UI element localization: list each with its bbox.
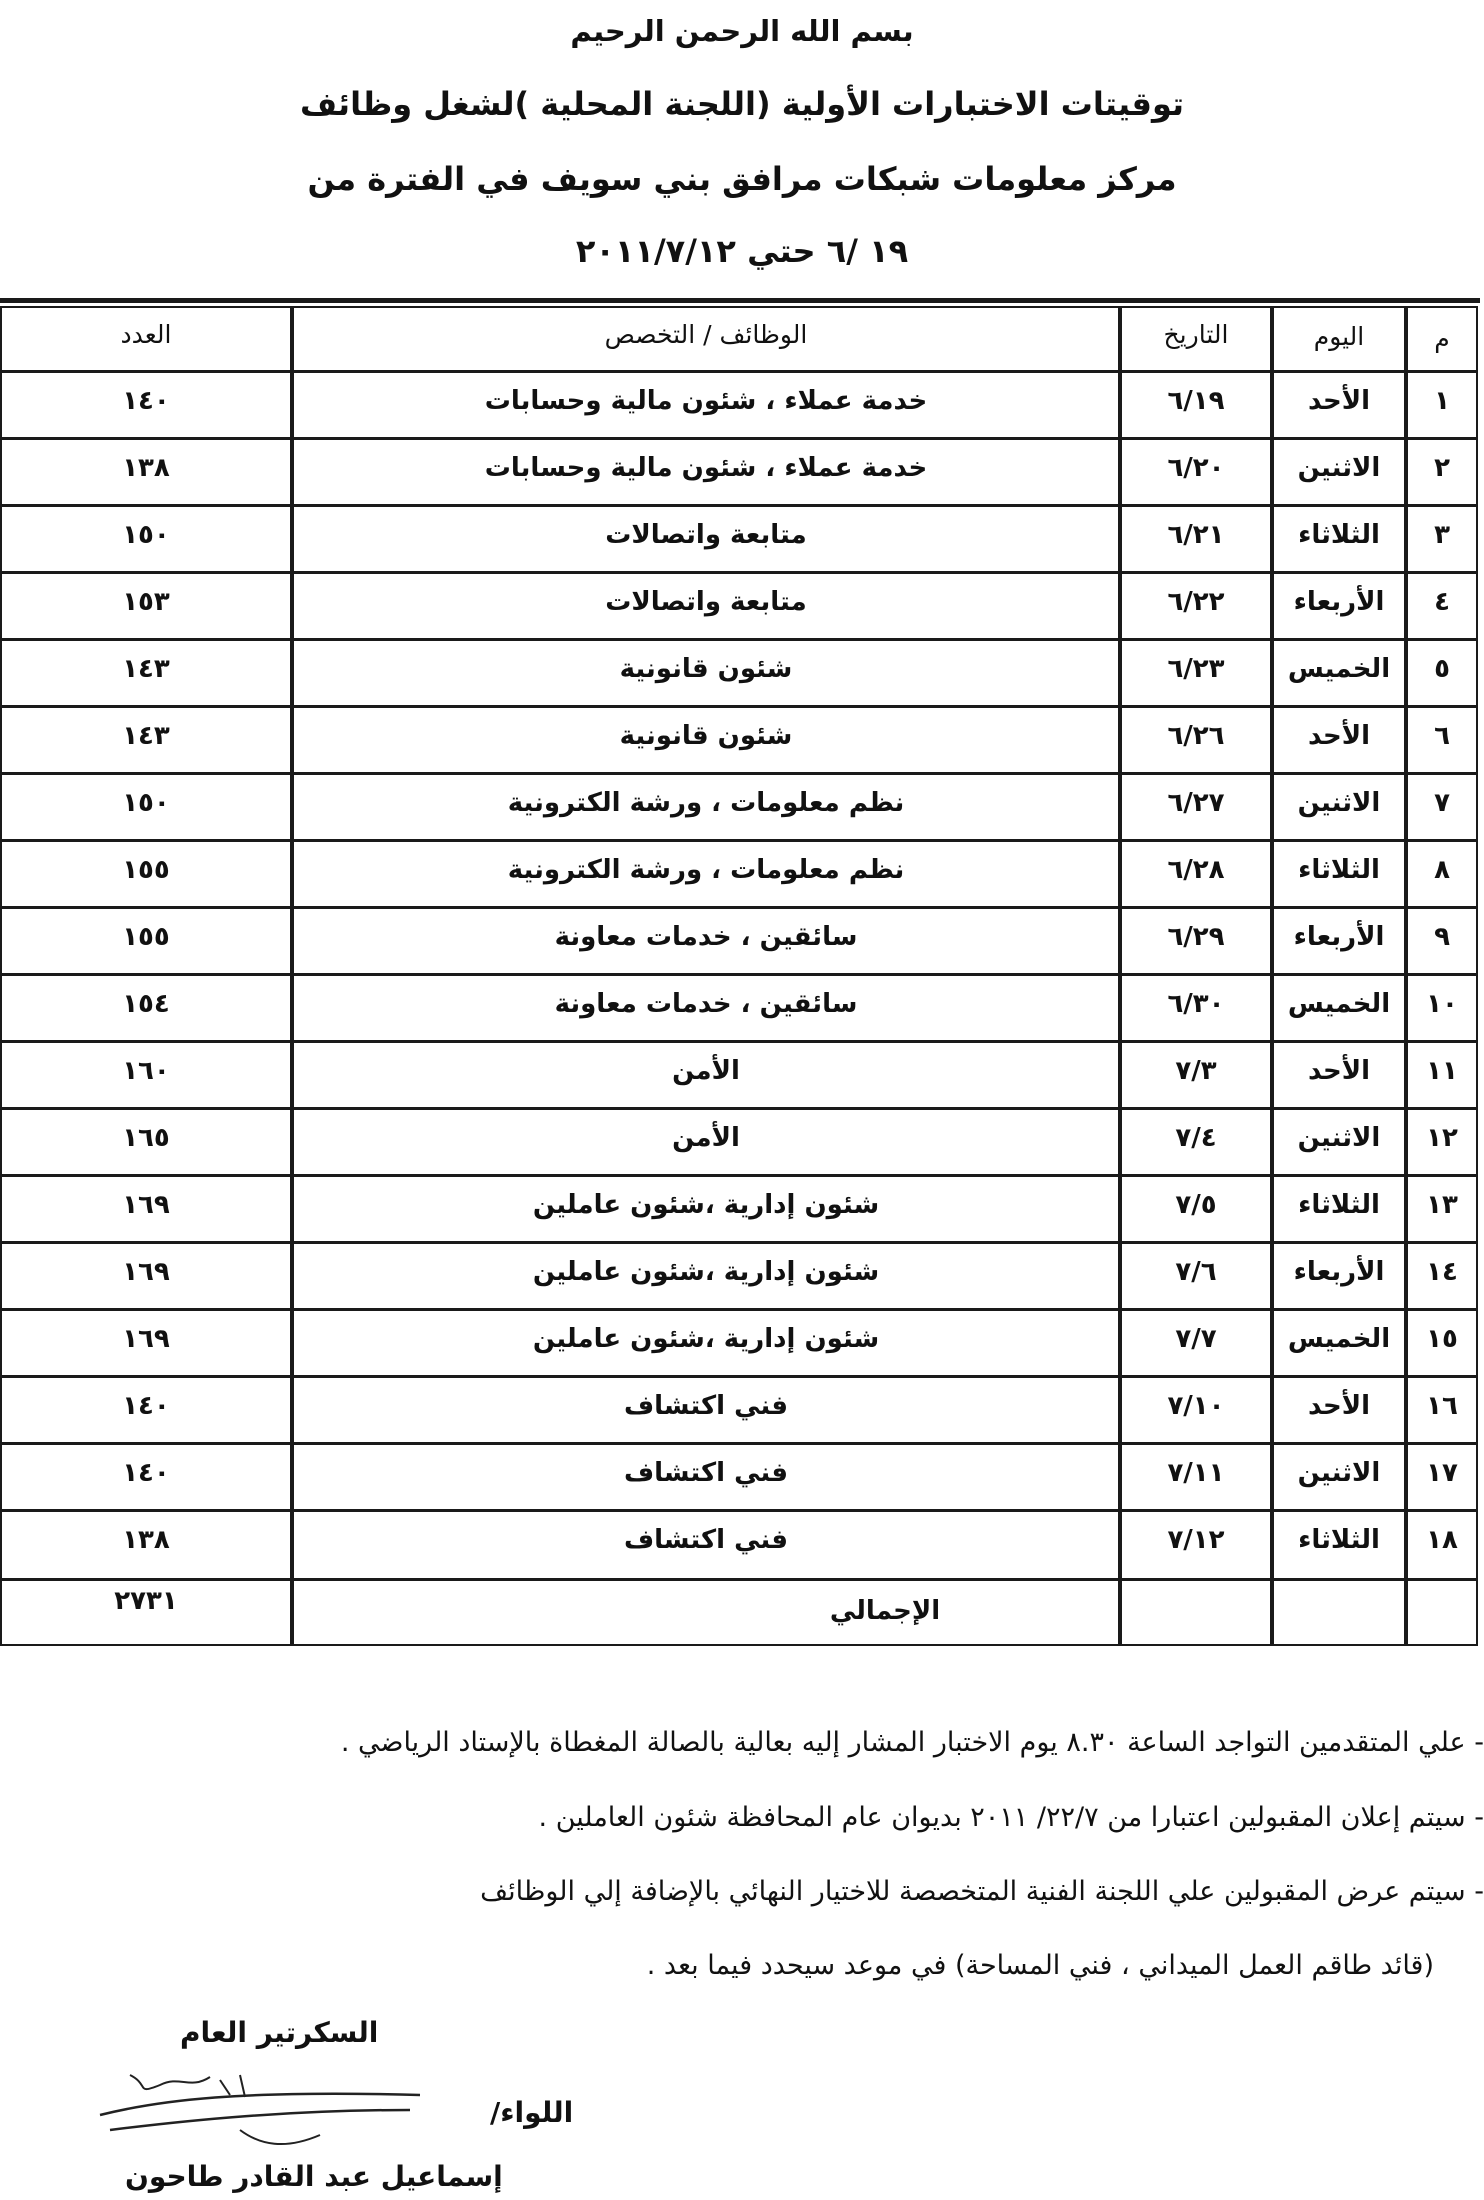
note-arrival-time: - علي المتقدمين التواجد الساعة ٨.٣٠ يوم الاختبار المشار إليه بعالية بالصالة المغطاة بالإستاد الرياضي . — [340, 1727, 1484, 1758]
total-value: ٢٧٣١ — [114, 1586, 178, 1616]
note-technical-committee: - سيتم عرض المقبولين علي اللجنة الفنية المتخصصة للاختيار النهائي بالإضافة إلي الوظائف — [480, 1876, 1484, 1907]
row-number: ١١ — [1426, 1056, 1458, 1086]
row-number: ٩ — [1434, 922, 1450, 952]
row-job: سائقين ، خدمات معاونة — [554, 989, 858, 1019]
row-date: ٧/٤ — [1175, 1123, 1217, 1153]
row-day: الخميس — [1287, 1324, 1391, 1354]
row-divider — [2, 1442, 1476, 1445]
row-day: الخميس — [1287, 989, 1391, 1019]
row-day: الاثنين — [1297, 788, 1381, 818]
row-date: ٦/٣٠ — [1167, 989, 1225, 1019]
row-day: الثلاثاء — [1298, 855, 1380, 885]
row-number: ١٨ — [1426, 1525, 1458, 1555]
note-technical-committee-cont: (قائد طاقم العمل الميداني ، فني المساحة) في موعد سيحدد فيما بعد . — [646, 1950, 1434, 1981]
row-date: ٦/٢٠ — [1167, 453, 1225, 483]
row-day: الأربعاء — [1293, 922, 1385, 952]
document-title-date-range: ١٩ /٦ حتي ٢٠١١/٧/١٢ — [575, 232, 909, 270]
row-count: ١٤٣ — [122, 721, 170, 751]
row-count: ١٦٠ — [122, 1056, 170, 1086]
row-day: الاثنين — [1297, 1458, 1381, 1488]
row-date: ٧/٦ — [1175, 1257, 1217, 1287]
row-number: ١٧ — [1426, 1458, 1458, 1488]
row-date: ٧/١١ — [1167, 1458, 1225, 1488]
row-day: الاثنين — [1297, 1123, 1381, 1153]
schedule-table — [0, 306, 1478, 1646]
row-number: ١٠ — [1426, 989, 1458, 1019]
row-job: فني اكتشاف — [623, 1391, 789, 1421]
row-date: ٧/١٢ — [1167, 1525, 1225, 1555]
row-count: ١٦٥ — [122, 1123, 170, 1153]
row-day: الأربعاء — [1293, 1257, 1385, 1287]
row-date: ٦/٢٢ — [1167, 587, 1225, 617]
row-number: ١٤ — [1426, 1257, 1458, 1287]
row-job: خدمة عملاء ، شئون مالية وحسابات — [484, 386, 928, 416]
row-day: الثلاثاء — [1298, 1525, 1380, 1555]
row-divider — [2, 638, 1476, 641]
row-date: ٧/١٠ — [1167, 1391, 1225, 1421]
row-date: ٦/٢٣ — [1167, 654, 1225, 684]
row-count: ١٤٠ — [122, 1458, 170, 1488]
signatory-rank: اللواء/ — [490, 2096, 574, 2129]
row-divider — [2, 370, 1476, 373]
row-divider — [2, 504, 1476, 507]
row-number: ١ — [1434, 386, 1450, 416]
row-date: ٦/٢١ — [1167, 520, 1225, 550]
row-divider — [2, 973, 1476, 976]
row-number: ٧ — [1434, 788, 1450, 818]
row-job: نظم معلومات ، ورشة الكترونية — [507, 788, 905, 818]
row-date: ٦/٢٧ — [1167, 788, 1225, 818]
row-day: الاثنين — [1297, 453, 1381, 483]
row-job: متابعة واتصالات — [605, 520, 807, 550]
row-job: نظم معلومات ، ورشة الكترونية — [507, 855, 905, 885]
row-divider — [2, 1578, 1476, 1581]
header-divider — [0, 298, 1480, 303]
row-divider — [2, 906, 1476, 909]
row-count: ١٤٠ — [122, 386, 170, 416]
row-date: ٦/٢٨ — [1167, 855, 1225, 885]
row-number: ٤ — [1434, 587, 1450, 617]
row-number: ٨ — [1434, 855, 1450, 885]
row-divider — [2, 1107, 1476, 1110]
row-number: ٦ — [1434, 721, 1450, 751]
row-divider — [2, 1509, 1476, 1512]
note-results-announcement: - سيتم إعلان المقبولين اعتبارا من ٢٢/٧/ ٢٠١١ بديوان عام المحافظة شئون العاملين . — [538, 1802, 1484, 1833]
basmala: بسم الله الرحمن الرحيم — [570, 14, 914, 48]
row-count: ١٥٤ — [122, 989, 170, 1019]
row-day: الأحد — [1307, 1391, 1371, 1421]
row-job: خدمة عملاء ، شئون مالية وحسابات — [484, 453, 928, 483]
row-job: الأمن — [672, 1123, 740, 1153]
row-count: ١٤٣ — [122, 654, 170, 684]
row-job: فني اكتشاف — [623, 1458, 789, 1488]
row-job: فني اكتشاف — [623, 1525, 789, 1555]
row-number: ١٦ — [1426, 1391, 1458, 1421]
row-divider — [2, 1375, 1476, 1378]
row-divider — [2, 1308, 1476, 1311]
row-number: ١٢ — [1426, 1123, 1458, 1153]
handwritten-signature — [90, 2055, 430, 2165]
row-number: ٣ — [1434, 520, 1450, 550]
column-header-job: الوظائف / التخصص — [604, 320, 808, 349]
row-divider — [2, 1241, 1476, 1244]
row-job: شئون قانونية — [619, 721, 793, 751]
row-job: سائقين ، خدمات معاونة — [554, 922, 858, 952]
row-day: الثلاثاء — [1298, 1190, 1380, 1220]
signatory-name: إسماعيل عبد القادر طاحون — [125, 2160, 503, 2193]
row-number: ٢ — [1434, 453, 1450, 483]
column-header-count: العدد — [120, 320, 172, 349]
row-date: ٧/٣ — [1175, 1056, 1217, 1086]
row-number: ١٥ — [1426, 1324, 1458, 1354]
row-date: ٦/١٩ — [1167, 386, 1225, 416]
document-title-line-2: مركز معلومات شبكات مرافق بني سويف في الفترة من — [307, 160, 1177, 198]
row-day: الثلاثاء — [1298, 520, 1380, 550]
row-divider — [2, 437, 1476, 440]
row-day: الأربعاء — [1293, 587, 1385, 617]
row-count: ١٤٠ — [122, 1391, 170, 1421]
row-count: ١٥٠ — [122, 520, 170, 550]
row-day: الأحد — [1307, 386, 1371, 416]
row-job: شئون إدارية ،شئون عاملين — [532, 1257, 880, 1287]
row-job: متابعة واتصالات — [605, 587, 807, 617]
row-divider — [2, 571, 1476, 574]
row-divider — [2, 839, 1476, 842]
row-count: ١٥٥ — [122, 855, 170, 885]
row-count: ١٣٨ — [122, 453, 170, 483]
row-job: شئون قانونية — [619, 654, 793, 684]
row-count: ١٦٩ — [122, 1324, 170, 1354]
row-divider — [2, 1174, 1476, 1177]
row-date: ٧/٥ — [1175, 1190, 1217, 1220]
row-job: شئون إدارية ،شئون عاملين — [532, 1190, 880, 1220]
row-divider — [2, 1040, 1476, 1043]
row-number: ٥ — [1434, 654, 1450, 684]
column-header-day: اليوم — [1313, 322, 1365, 351]
row-day: الخميس — [1287, 654, 1391, 684]
row-number: ١٣ — [1426, 1190, 1458, 1220]
row-count: ١٦٩ — [122, 1190, 170, 1220]
row-day: الأحد — [1307, 721, 1371, 751]
row-count: ١٦٩ — [122, 1257, 170, 1287]
row-divider — [2, 705, 1476, 708]
column-header-num: م — [1434, 324, 1450, 353]
row-date: ٦/٢٩ — [1167, 922, 1225, 952]
row-date: ٧/٧ — [1175, 1324, 1217, 1354]
row-day: الأحد — [1307, 1056, 1371, 1086]
row-divider — [2, 772, 1476, 775]
row-job: شئون إدارية ،شئون عاملين — [532, 1324, 880, 1354]
row-count: ١٥٣ — [122, 587, 170, 617]
row-count: ١٥٠ — [122, 788, 170, 818]
row-count: ١٥٥ — [122, 922, 170, 952]
document-title-line-1: توقيتات الاختبارات الأولية (اللجنة المحلية )لشغل وظائف — [299, 85, 1185, 123]
total-label: الإجمالي — [829, 1596, 941, 1626]
column-header-date: التاريخ — [1163, 320, 1229, 349]
row-count: ١٣٨ — [122, 1525, 170, 1555]
row-job: الأمن — [672, 1056, 740, 1086]
row-date: ٦/٢٦ — [1167, 721, 1225, 751]
signatory-title: السكرتير العام — [180, 2016, 379, 2049]
